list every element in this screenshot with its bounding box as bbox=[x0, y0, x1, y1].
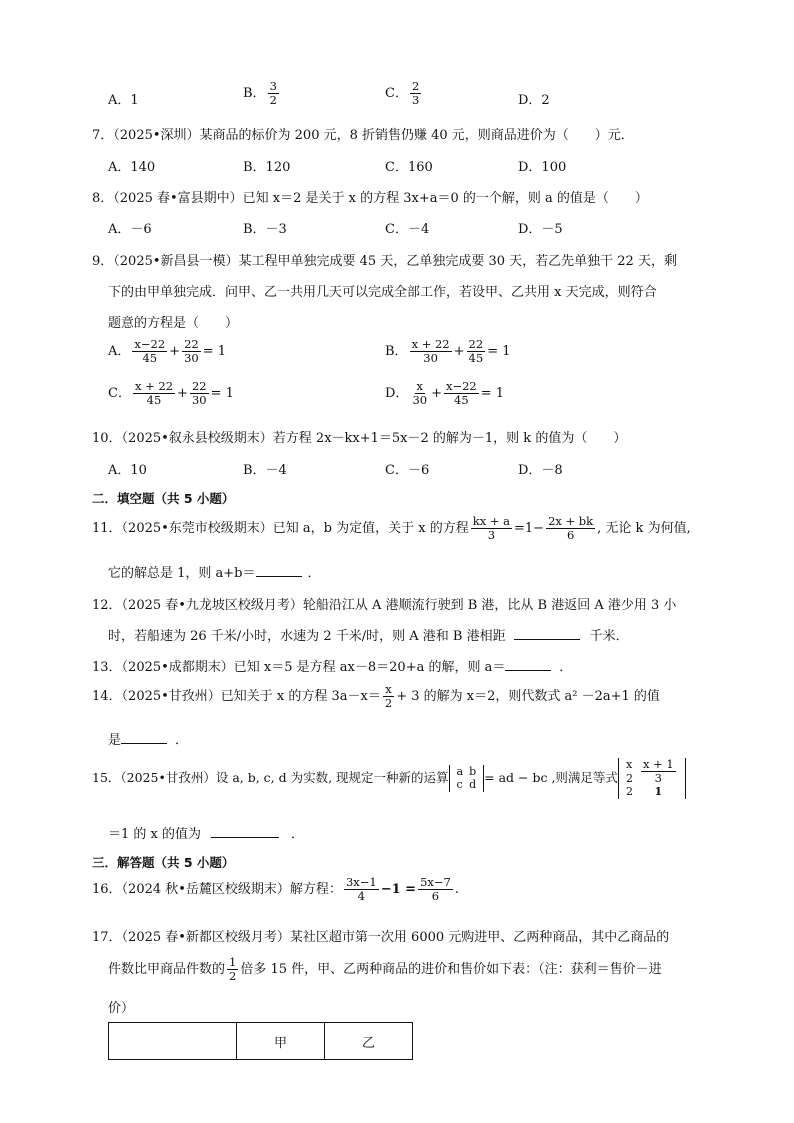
determinant-2x2 bbox=[449, 765, 485, 791]
fraction bbox=[133, 380, 175, 407]
option-prefix: A． bbox=[108, 344, 131, 360]
q16-text: 16．（2024 秋•岳麓区校级期末）解方程： bbox=[92, 882, 342, 898]
fraction-numerator: 5x−7 bbox=[420, 875, 451, 889]
fraction-numerator: kx + a bbox=[472, 514, 510, 528]
fraction-numerator: x bbox=[385, 682, 392, 696]
answer-blank[interactable] bbox=[121, 743, 167, 744]
q13-text: ． bbox=[559, 660, 573, 675]
q11-text: ． bbox=[307, 566, 321, 581]
fraction bbox=[182, 338, 201, 365]
det-cell: 2 bbox=[625, 771, 633, 785]
fraction-denominator: 30 bbox=[423, 351, 438, 366]
option-prefix: C． bbox=[108, 386, 131, 402]
q10-option-d[interactable]: D．－8 bbox=[518, 463, 563, 478]
fraction bbox=[227, 956, 238, 983]
section-3-heading: 三．解答题（共 5 小题） bbox=[92, 855, 235, 870]
q17-text: 倍多 15 件，甲、乙两种商品的进价和售价如下表：（注：获利＝售价－进 bbox=[240, 962, 662, 978]
q8-option-d[interactable]: D．－5 bbox=[518, 222, 563, 237]
fraction-numerator: 3x−1 bbox=[345, 875, 377, 889]
plus-sign: + bbox=[169, 344, 181, 360]
fraction-numerator: x bbox=[416, 379, 423, 393]
fraction-denominator: 2 bbox=[229, 969, 237, 984]
q16-text: . bbox=[454, 882, 459, 898]
equation-rhs: = 1 bbox=[202, 344, 226, 360]
question-15-line-1 bbox=[92, 758, 686, 799]
fraction-numerator: 2x + bk bbox=[548, 514, 594, 528]
det-cell: d bbox=[469, 778, 477, 792]
question-12-line-2 bbox=[108, 625, 629, 644]
fraction-numerator: x−22 bbox=[134, 337, 166, 351]
section-2-heading: 二．填空题（共 5 小题） bbox=[92, 491, 235, 506]
question-17-line-1: 17．（2025 春•新都区校级月考）某社区超市第一次用 6000 元购进甲、乙两种商品，其中乙商品的 bbox=[92, 930, 670, 945]
det-cell: a bbox=[456, 765, 464, 779]
fraction bbox=[190, 380, 209, 407]
q9-option-a[interactable] bbox=[108, 338, 226, 365]
q7-option-a[interactable]: A．140 bbox=[108, 160, 156, 175]
q14-text: + 3 的解为 x＝2，则代数式 a² －2a+1 的值 bbox=[396, 689, 660, 705]
question-13 bbox=[92, 656, 572, 675]
q6-option-b-prefix: B． bbox=[243, 86, 266, 102]
q9-option-c[interactable] bbox=[108, 380, 234, 407]
q10-option-b[interactable]: B．－4 bbox=[243, 463, 287, 478]
fraction-denominator: 45 bbox=[142, 351, 158, 366]
determinant-given bbox=[618, 758, 686, 799]
fraction bbox=[471, 515, 512, 542]
price-table bbox=[108, 1022, 413, 1060]
q7-option-b[interactable]: B．120 bbox=[243, 160, 291, 175]
fraction-numerator: 22 bbox=[191, 379, 207, 393]
fraction-denominator: 2 bbox=[384, 696, 393, 711]
fraction-denominator: 6 bbox=[566, 528, 575, 543]
q12-text: 千米． bbox=[589, 629, 629, 644]
question-9-line-3: 题意的方程是（ ） bbox=[108, 316, 239, 331]
q16-text: −1 = bbox=[380, 882, 417, 898]
question-10-stem: 10．（2025•叙永县校级期末）若方程 2x－kx+1＝5x－2 的解为－1，则 k 的值为（ ） bbox=[92, 431, 627, 446]
option-prefix: B． bbox=[385, 344, 408, 360]
det-cell: x bbox=[625, 758, 633, 772]
fraction bbox=[546, 515, 595, 542]
q6-option-c[interactable] bbox=[385, 80, 423, 107]
q12-text: 时，若船速为 26 千米/小时，水速为 2 千米/时，则 A 港和 B 港相距 bbox=[108, 629, 506, 644]
fraction-denominator: 4 bbox=[357, 889, 365, 904]
q10-option-c[interactable]: C．－6 bbox=[385, 463, 430, 478]
q11-text: 它的解总是 1，则 a+b＝ bbox=[108, 566, 256, 581]
question-14-line-1 bbox=[92, 683, 660, 710]
question-12-line-1: 12．（2025 春•九龙坡区校级月考）轮船沿江从 A 港顺流行驶到 B 港，比从 B 港返回 A 港少用 3 小 bbox=[92, 598, 677, 613]
det-cell: 2 bbox=[625, 785, 633, 799]
table-header-cell: 乙 bbox=[325, 1023, 413, 1060]
q15-text: ． bbox=[291, 827, 305, 842]
fraction-numerator: 3 bbox=[269, 79, 277, 93]
question-8-stem: 8．（2025 春•富县期中）已知 x＝2 是关于 x 的方程 3x+a＝0 的一个解，则 a 的值是（ ） bbox=[92, 191, 648, 206]
table-header-cell: 甲 bbox=[237, 1023, 325, 1060]
q6-option-b[interactable] bbox=[243, 80, 281, 107]
fraction-denominator: 3 bbox=[487, 528, 496, 543]
q7-option-c[interactable]: C．160 bbox=[385, 160, 433, 175]
q9-option-d[interactable] bbox=[385, 380, 504, 407]
fraction-denominator: 30 bbox=[412, 393, 428, 408]
q15-text: = ad − bc ,则满足等式 bbox=[484, 769, 618, 785]
q15-text: ＝1 的 x 的值为 bbox=[108, 827, 201, 842]
answer-blank[interactable] bbox=[211, 837, 279, 838]
det-cell: b bbox=[469, 765, 477, 779]
q6-option-c-prefix: C． bbox=[385, 86, 408, 102]
fraction bbox=[641, 758, 676, 785]
q6-option-d[interactable]: D．2 bbox=[518, 93, 550, 108]
fraction-denominator: 45 bbox=[454, 393, 469, 408]
q6-option-b-fraction bbox=[268, 80, 279, 107]
question-17-line-2 bbox=[108, 956, 662, 983]
fraction bbox=[132, 338, 167, 365]
q14-text: 是 bbox=[108, 733, 122, 748]
q8-option-b[interactable]: B．－3 bbox=[243, 222, 287, 237]
fraction bbox=[444, 380, 479, 407]
fraction-numerator: 2 bbox=[411, 79, 420, 93]
fraction-denominator: 3 bbox=[411, 93, 420, 108]
fraction bbox=[383, 683, 394, 710]
q15-text: 15．（2025•甘孜州）设 a, b, c, d 为实数, 现规定一种新的运算 bbox=[92, 769, 449, 785]
q8-option-a[interactable]: A．－6 bbox=[108, 222, 152, 237]
q11-text: =1− bbox=[514, 521, 545, 537]
fraction bbox=[467, 338, 486, 365]
fraction-numerator: 22 bbox=[184, 337, 199, 351]
fraction-denominator: 45 bbox=[468, 351, 484, 366]
question-7-stem: 7．（2025•深圳）某商品的标价为 200 元，8 折销售仍赚 40 元，则商品进价为（ ）元． bbox=[92, 128, 634, 143]
fraction-denominator: 30 bbox=[184, 351, 199, 366]
question-9-line-1: 9．（2025•新昌县一模）某工程甲单独完成要 45 天，乙单独完成要 30 天，若乙先单独干 22 天，剩 bbox=[92, 254, 677, 269]
q14-text: ． bbox=[175, 733, 189, 748]
fraction-numerator: x−22 bbox=[445, 379, 477, 393]
answer-blank[interactable] bbox=[256, 576, 302, 577]
fraction-numerator: 22 bbox=[468, 337, 484, 351]
answer-blank[interactable] bbox=[514, 639, 580, 640]
q6-option-a[interactable]: A．1 bbox=[108, 93, 139, 108]
equation-rhs: = 1 bbox=[487, 344, 511, 360]
q9-option-b[interactable] bbox=[385, 338, 510, 365]
table-header-cell bbox=[109, 1023, 237, 1060]
q17-text: 件数比甲商品件数的 bbox=[108, 962, 226, 978]
plus-sign: + bbox=[453, 344, 465, 360]
q7-option-d[interactable]: D．100 bbox=[518, 160, 567, 175]
fraction bbox=[344, 876, 379, 903]
q14-text: 14．（2025•甘孜州）已知关于 x 的方程 3a－x＝ bbox=[92, 689, 381, 705]
fraction bbox=[418, 876, 453, 903]
option-prefix: D． bbox=[385, 386, 409, 402]
equation-rhs: = 1 bbox=[210, 386, 234, 402]
fraction-numerator: x + 22 bbox=[411, 337, 450, 351]
q6-option-c-fraction bbox=[410, 80, 421, 107]
plus-sign: + bbox=[177, 386, 188, 402]
plus-sign: + bbox=[431, 386, 442, 402]
fraction-denominator: 6 bbox=[431, 889, 440, 904]
q11-text: , 无论 k 为何值, bbox=[597, 521, 691, 537]
q10-option-a[interactable]: A．10 bbox=[108, 463, 147, 478]
table-row bbox=[109, 1023, 413, 1060]
fraction bbox=[410, 380, 429, 407]
question-11-line-2 bbox=[108, 562, 321, 581]
fraction-numerator: x + 1 bbox=[642, 757, 674, 771]
fraction-denominator: 30 bbox=[191, 393, 207, 408]
fraction-numerator: x + 22 bbox=[134, 379, 174, 393]
fraction-numerator: 1 bbox=[229, 955, 237, 969]
q11-text: 11．（2025•东莞市校级期末）已知 a，b 为定值，关于 x 的方程 bbox=[92, 521, 469, 537]
question-15-line-2 bbox=[108, 823, 304, 842]
fraction-denominator: 3 bbox=[654, 771, 662, 786]
det-cell: 1 bbox=[654, 785, 663, 799]
fraction bbox=[410, 338, 452, 365]
question-9-line-2: 下的由甲单独完成．问甲、乙一共用几天可以完成全部工作，若设甲、乙共用 x 天完成，则符合 bbox=[108, 285, 657, 300]
det-cell: c bbox=[456, 778, 463, 792]
fraction-denominator: 45 bbox=[146, 393, 162, 408]
equation-rhs: = 1 bbox=[480, 386, 505, 402]
fraction-denominator: 2 bbox=[269, 93, 277, 108]
question-17-line-3: 价） bbox=[108, 1001, 135, 1016]
answer-blank[interactable] bbox=[505, 670, 551, 671]
question-16 bbox=[92, 876, 459, 903]
q8-option-c[interactable]: C．－4 bbox=[385, 222, 430, 237]
q13-text: 13．（2025•成都期末）已知 x＝5 是方程 ax－8＝20+a 的解，则 a＝ bbox=[92, 660, 506, 675]
question-14-line-2 bbox=[108, 729, 188, 748]
question-11-line-1 bbox=[92, 515, 691, 542]
